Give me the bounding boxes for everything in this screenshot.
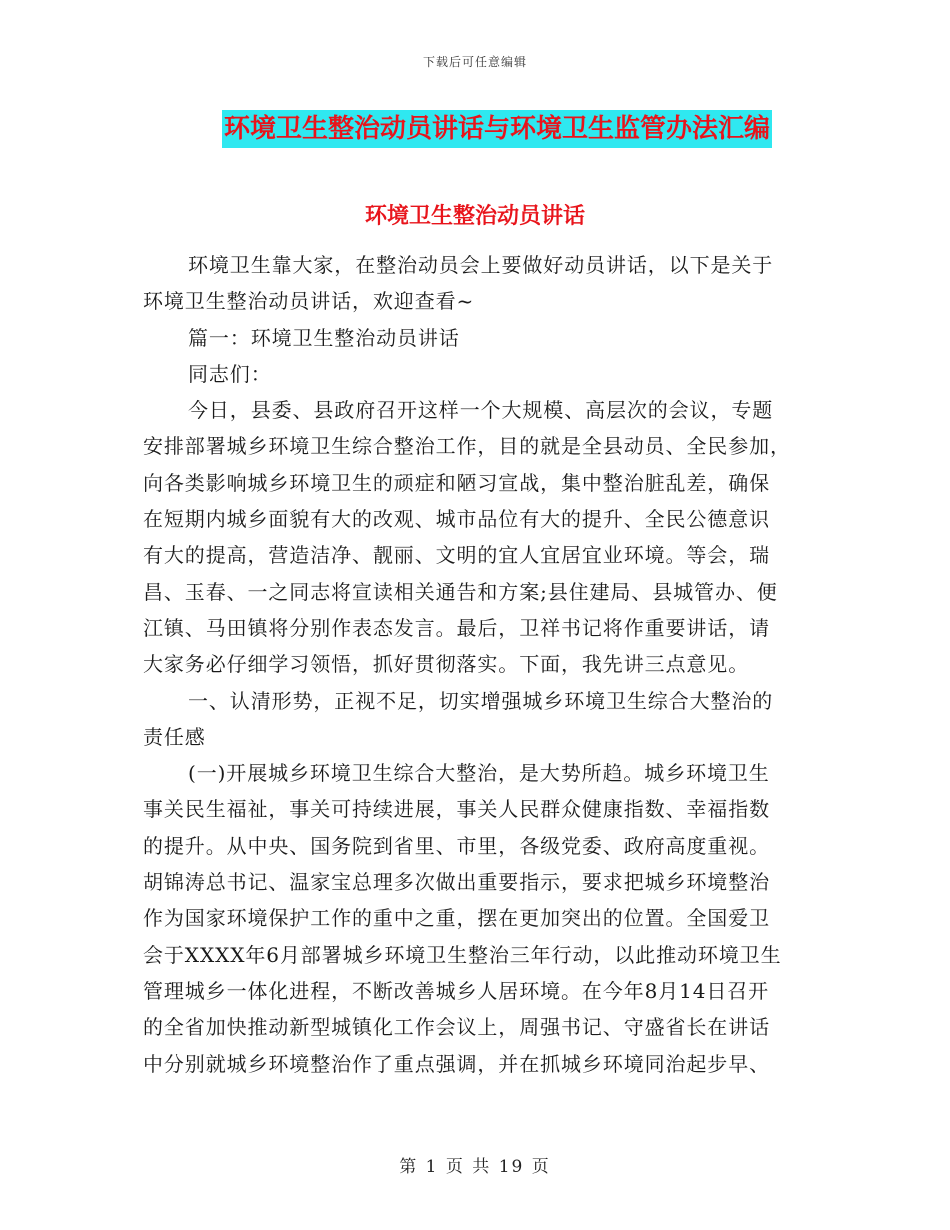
section-title: 环境卫生整治动员讲话	[364, 203, 585, 229]
paragraph-line: 的全省加快推动新型城镇化工作会议上，周强书记、守盛省长在讲话	[143, 1015, 770, 1040]
paragraph-line: 一、认清形势，正视不足，切实增强城乡环境卫生综合大整治的	[188, 688, 774, 713]
paragraph-line: 作为国家环境保护工作的重中之重，摆在更加突出的位置。全国爱卫	[143, 906, 770, 931]
paragraph-line: 责任感	[143, 724, 206, 749]
document-body	[143, 247, 807, 1082]
document-title-wrapper	[222, 110, 772, 148]
paragraph-line: 大家务必仔细学习领悟，抓好贯彻落实。下面，我先讲三点意见。	[143, 652, 750, 677]
paragraph-line: 昌、玉春、一之同志将宣读相关通告和方案;县住建局、县城管办、便	[143, 579, 778, 604]
paragraph-line: 安排部署城乡环境卫生综合整治工作，目的就是全县动员、全民参加，	[143, 434, 791, 459]
paragraph-line: 环境卫生靠大家，在整治动员会上要做好动员讲话，以下是关于	[188, 253, 774, 277]
paragraph-line: 篇一：环境卫生整治动员讲话	[188, 325, 460, 350]
paragraph-line: 有大的提高，营造洁净、靓丽、文明的宜人宜居宜业环境。等会，瑞	[143, 543, 770, 568]
paragraph-line: 事关民生福祉，事关可持续进展，事关人民群众健康指数、幸福指数	[143, 797, 770, 822]
paragraph-line: 同志们：	[188, 361, 272, 386]
paragraph-line: 中分别就城乡环境整治作了重点强调，并在抓城乡环境同治起步早、	[143, 1051, 770, 1076]
paragraph-line: 向各类影响城乡环境卫生的顽症和陋习宣战，集中整治脏乱差，确保	[143, 470, 770, 495]
paragraph-line: 胡锦涛总书记、温家宝总理多次做出重要指示，要求把城乡环境整治	[143, 870, 770, 895]
page-footer: 第 1 页 共 19 页	[399, 1157, 551, 1177]
paragraph-line: 在短期内城乡面貌有大的改观、城市品位有大的提升、全民公德意识	[143, 507, 770, 532]
paragraph-line: 江镇、马田镇将分别作表态发言。最后，卫祥书记将作重要讲话，请	[143, 615, 770, 640]
paragraph-line: (一)开展城乡环境卫生综合大整治，是大势所趋。城乡环境卫生	[188, 761, 770, 786]
paragraph-line: 管理城乡一体化进程，不断改善城乡人居环境。在今年8月14日召开	[143, 978, 770, 1003]
paragraph-line: 环境卫生整治动员讲话，欢迎查看~	[143, 289, 475, 314]
document-title: 环境卫生整治动员讲话与环境卫生监管办法汇编	[222, 110, 772, 148]
paragraph-line: 今日，县委、县政府召开这样一个大规模、高层次的会议，专题	[188, 398, 774, 423]
paragraph-line: 会于XXXX年6月部署城乡环境卫生整治三年行动，以此推动环境卫生	[143, 942, 782, 967]
paragraph-line: 的提升。从中央、国务院到省里、市里，各级党委、政府高度重视。	[143, 833, 770, 858]
page-header-note: 下载后可任意编辑	[422, 55, 527, 69]
